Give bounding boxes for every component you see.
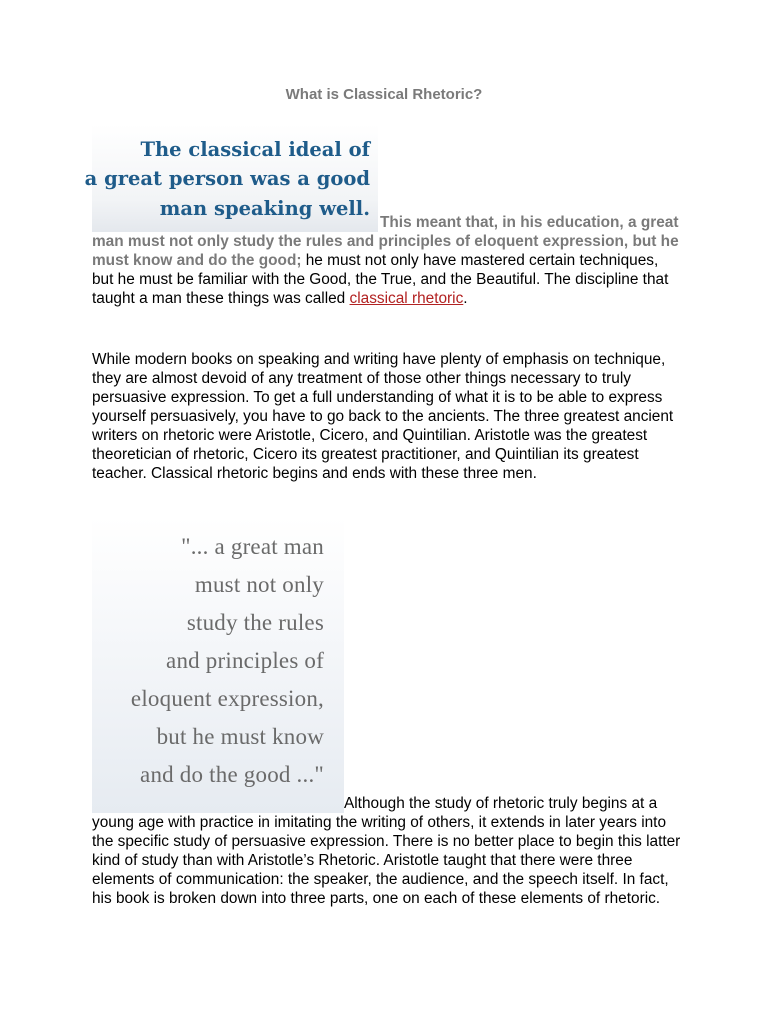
paragraph-ancients: While modern books on speaking and writing have plenty of emphasis on technique, they are almost devoid of any treatment of those other things necessary to truly persuasive expression. To get a full understanding of what it is to be able to express yourself persuasively, you have to go back to the ancients. The three greatest ancient writers on rhetoric were Aristotle, Cicero, and Quintilian. Aristotle was the greatest theoretician of rhetoric, Cicero its greatest practitioner, and Quintilian its greatest teacher. Classical rhetoric begins and ends with these three men. [92,351,674,482]
image-text-line: but he must know [156,724,324,749]
image-text-line: man speaking well. [159,197,370,220]
intro-section [84,124,682,308]
paragraph-aristotle: Although the study of rhetoric truly begins at a young age with practice in imitating the writing of others, it extends in later years into the specific study of persuasive expression. There is no better place to begin this latter kind of study than with Aristotle’s Rhetoric. Aristotle taught that there were three elements of communication: the speaker, the audience, and the speech itself. In fact, his book is broken down into three parts, one on each of these elements of rhetoric. [92,795,681,907]
image-text-line: and do the good ..." [140,762,324,787]
quote-image-great-man [92,517,344,813]
image-text-line: study the rules [186,610,324,635]
image-text-line: must not only [194,572,324,597]
intro-text: he must not only have mastered certain techniques, but he must be familiar with the Good, the True, and the Beautiful. The discipline that taught a man these things was called [92,252,669,307]
image-text-line: "... a great man [181,534,324,559]
classical-rhetoric-link[interactable]: classical rhetoric [349,290,464,307]
image-text-line: and principles of [166,648,324,673]
image-text-line: eloquent expression, [130,686,324,711]
closing-section [92,517,682,908]
page-title: What is Classical Rhetoric? [285,86,483,103]
quote-image-classical-ideal [84,124,378,232]
intro-highlight-text: This meant that, in his education, a great man must not only study the rules and principles of eloquent expression, but he must know and do the good; [92,214,679,269]
intro-text-end: . [463,290,468,307]
image-text-line: a great person was a good [84,167,370,190]
image-text-line: The classical ideal of [140,138,370,161]
